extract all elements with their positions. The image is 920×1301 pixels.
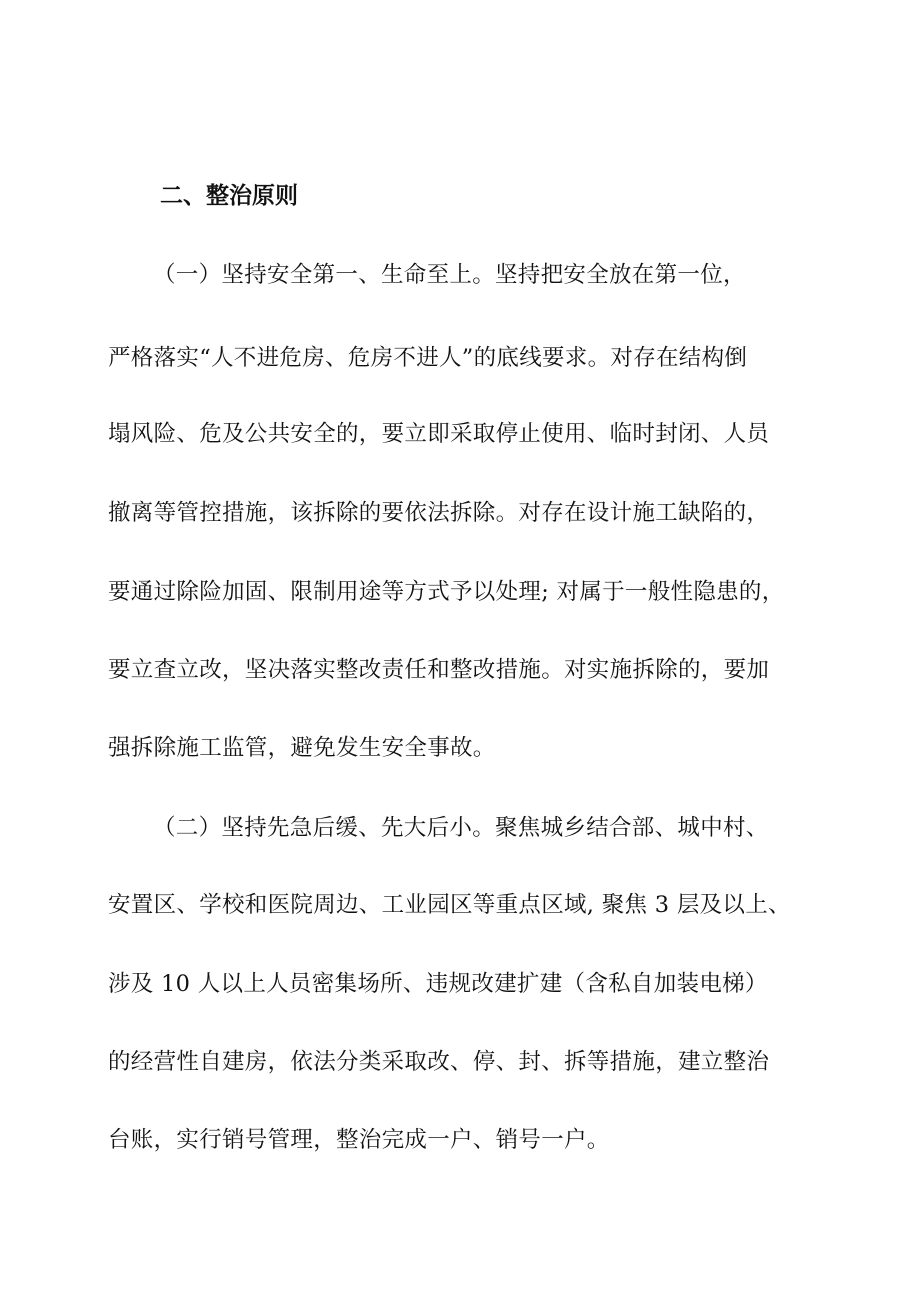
paragraph-2-line-5: 台账，实行销号管理，整治完成一户、销号一户。	[108, 1127, 610, 1153]
paragraph-1-line-5: 要通过除险加固、限制用途等方式予以处理; 对属于一般性隐患的，	[108, 579, 785, 605]
paragraph-1-line-7: 强拆除施工监管，避免发生安全事故。	[108, 735, 496, 761]
paragraph-1-line-3: 塌风险、危及公共安全的，要立即采取停止使用、临时封闭、人员	[108, 421, 770, 447]
paragraph-1-line-4: 撤离等管控措施，该拆除的要依法拆除。对存在设计施工缺陷的，	[108, 500, 770, 526]
paragraph-2-line-3: 涉及 10 人以上人员密集场所、违规改建扩建（含私自加装电梯）	[108, 971, 768, 997]
paragraph-1-line-6: 要立查立改，坚决落实整改责任和整改措施。对实施拆除的，要加	[108, 657, 770, 683]
paragraph-2-line-1: （二）坚持先急后缓、先大后小。聚焦城乡结合部、城中村、	[153, 815, 769, 841]
paragraph-2-line-4: 的经营性自建房，依法分类采取改、停、封、拆等措施，建立整治	[108, 1049, 770, 1075]
section-heading: 二、整治原则	[160, 183, 298, 209]
paragraph-2-line-2: 安置区、学校和医院周边、工业园区等重点区域, 聚焦 3 层及以上、	[108, 892, 791, 918]
paragraph-1-line-2: 严格落实“人不进危房、危房不进人”的底线要求。对存在结构倒	[108, 345, 748, 371]
paragraph-1-line-1: （一）坚持安全第一、生命至上。坚持把安全放在第一位，	[153, 262, 746, 288]
